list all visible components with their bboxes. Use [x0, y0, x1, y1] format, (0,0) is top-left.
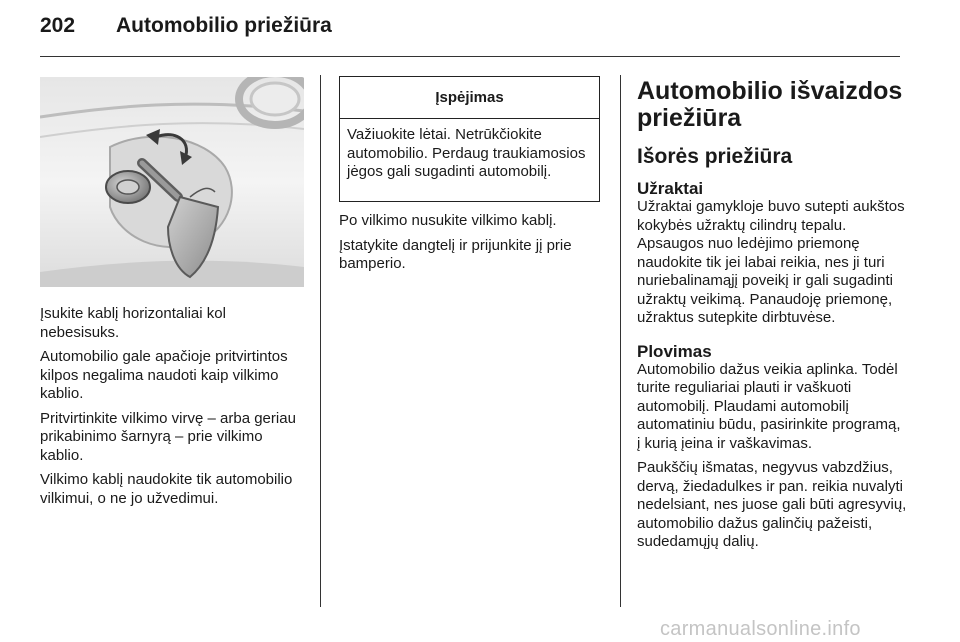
- column-2: [339, 212, 605, 280]
- column-1: [40, 305, 306, 514]
- paragraph: Įstatykite dangtelį ir prijunkite jį prie bamperio.: [339, 236, 572, 272]
- paragraph: Automobilio dažus veikia aplinka. Todėl turite reguliariai plauti ir vaškuoti automobilį. Plaudami automobilį automatiniu būdu, pasirinkite programą, į kurią įeina ir vaškavimas.: [637, 360, 901, 452]
- warning-title: Įspėjimas: [340, 77, 599, 119]
- paragraph: Paukščių išmatas, negyvus vabzdžius, dervą, žiedadulkes ir pan. reikia nuvalyti nedelsiant, nes juose gali būti agresyvių, automobilio dažus galinčių pažeisti, sudedamųjų dalių.: [637, 459, 907, 550]
- paragraph: Pritvirtinkite vilkimo virvę – arba geriau prikabinimo šarnyrą – prie vilkimo kablio.: [40, 409, 296, 464]
- column-divider-2: [620, 75, 621, 607]
- page-header: [40, 14, 332, 44]
- washing-section: [637, 342, 907, 552]
- paragraph: Užraktai gamykloje buvo sutepti aukštos kokybės užraktų cilindrų tepalu. Apsaugos nuo ledėjimo priemonę naudokite tik jei labai reikia, nes ji turi nuriebalinamąjį poveikį ir gali sugadinti užraktų veikimą. Panaudoję priemonę, užraktus sutepkite dirbtuvėse.: [637, 198, 905, 326]
- page-number: 202: [40, 14, 76, 37]
- locks-section: [637, 179, 907, 328]
- paragraph: Po vilkimo nusukite vilkimo kablį.: [339, 212, 557, 229]
- section-heading: Plovimas: [637, 341, 712, 361]
- tow-hook-icon: [40, 77, 304, 287]
- warning-box: [339, 76, 600, 202]
- paragraph: Įsukite kablį horizontaliai kol nebesisuks.: [40, 305, 226, 341]
- section-heading: Užraktai: [637, 179, 704, 198]
- chapter-heading: Automobilio išvaizdos priežiūra: [637, 77, 903, 132]
- paragraph: Automobilio gale apačioje pritvirtintos kilpos negalima naudoti kaip vilkimo kablio.: [40, 348, 288, 402]
- header-divider: [40, 56, 900, 57]
- paragraph: Vilkimo kablį naudokite tik automobilio vilkimui, o ne jo užvedimui.: [40, 471, 293, 507]
- tow-hook-illustration: [40, 77, 304, 287]
- warning-text: Važiuokite lėtai. Netrūkčiokite automobilio. Perdaug traukiamosios jėgos gali sugadinti automobilį.: [347, 126, 586, 180]
- column-divider-1: [320, 75, 321, 607]
- section-title: Automobilio priežiūra: [116, 14, 332, 37]
- watermark: carmanualsonline.info: [660, 618, 861, 640]
- subsection-heading: Išorės priežiūra: [637, 145, 793, 168]
- column-3: [637, 78, 907, 566]
